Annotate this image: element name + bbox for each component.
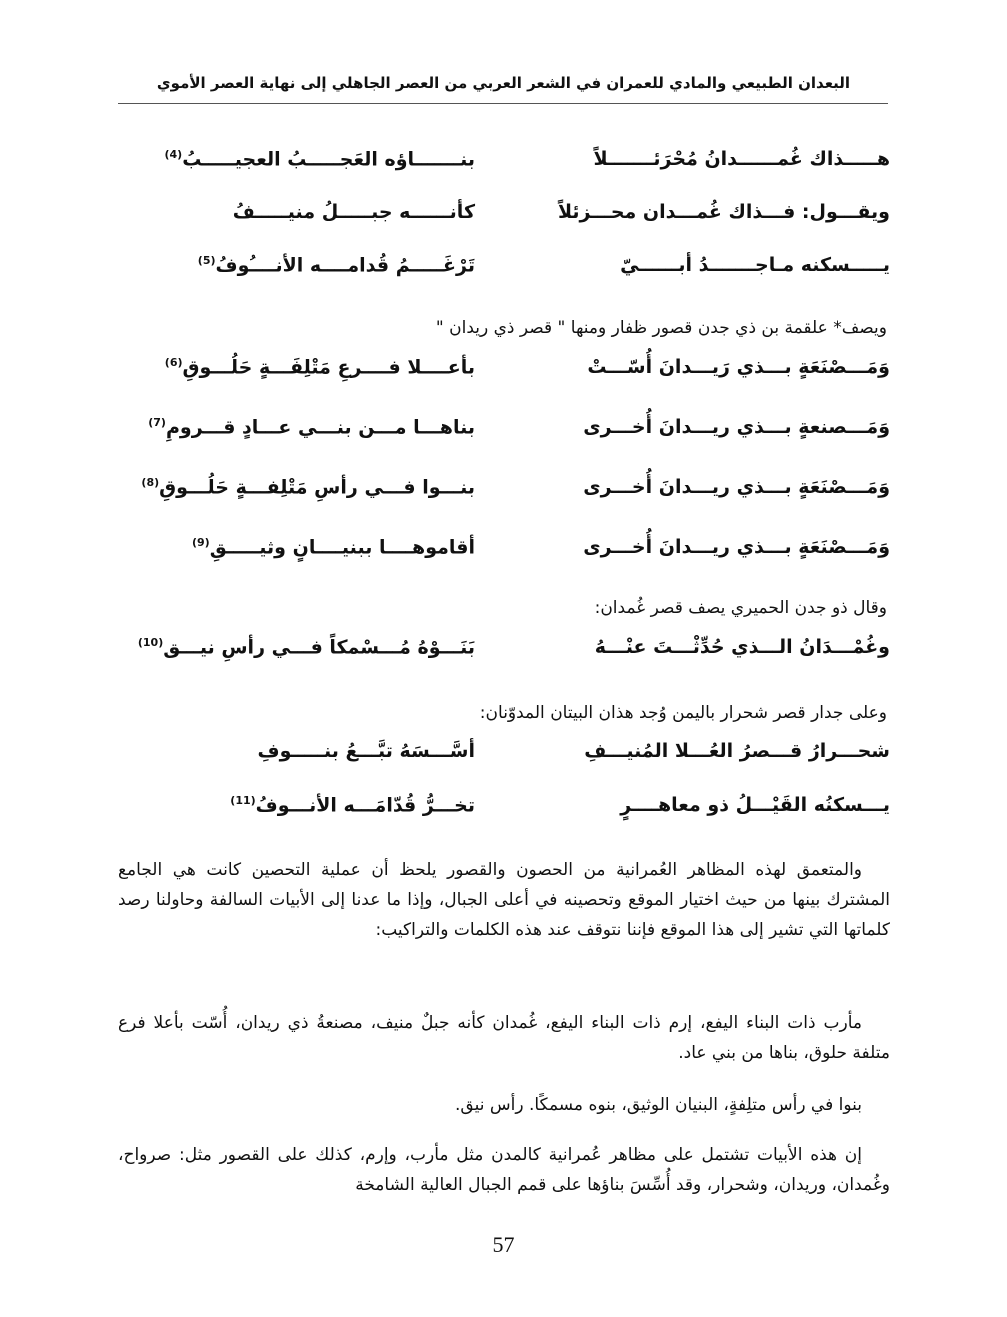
verse-first-hemistich: يـــسكنُه القَيْـــلُ ذو معاهــــرٍ: [620, 794, 890, 816]
header-divider: [118, 103, 888, 104]
verse-first-hemistich: وَمَـــصْنَعَةٍ بـــذي ريـــدانَ أُخـــرى: [583, 536, 890, 558]
running-header: البعدان الطبيعي والمادي للعمران في الشعر العربي من العصر الجاهلي إلى نهاية العصر الأموي: [156, 74, 851, 92]
footnote-marker: (6): [164, 356, 183, 369]
footnote-marker: (4): [164, 148, 183, 161]
verse-line: [150, 530, 890, 570]
footnote-marker: (10): [137, 636, 164, 649]
verse-first-hemistich: وَمَـــصْنَعَةٍ بـــذي رَيـــدانَ أُسّـــتْ: [587, 356, 890, 378]
footnote-marker: (5): [197, 254, 216, 267]
verse-line: [150, 195, 890, 235]
verse-second-hemistich: بناهـــا مـــن بنـــي عـــادٍ قـــرومِ$^{(7)}$: [148, 416, 475, 439]
verse-line: [150, 734, 890, 774]
body-paragraph: مأرب ذات البناء اليفع، إرم ذات البناء اليفع، غُمدان كأنه جبلٌ منيف، مصنعةُ ذي ريدان، أُسّت بأعلا فرع متلفة حلوق، بناها من بني عاد.: [118, 1013, 890, 1063]
verse-first-hemistich: يـــــسكنه مـاجـــــــدُ أبــــــيّ: [620, 254, 890, 276]
verse-second-hemistich: بأعــــلا فــــرعِ مَتْلِفَـــةٍ حَلُـــوقِ$^{(6)}$: [164, 356, 475, 379]
body-paragraph: بنوا في رأس متلِفةٍ، البنيان الوثيق، بنوه مسمكًا. رأس نيق.: [455, 1095, 862, 1115]
verse-second-hemistich: كأنــــــه جبـــــلُ منيـــــفُ: [232, 201, 475, 223]
intro-line: وقال ذو جدن الحميري يصف قصر غُمدان:: [594, 598, 887, 618]
footnote-marker: (7): [148, 416, 166, 429]
verse-line: [150, 788, 890, 828]
intro-line: ويصف* علقمة بن ذي جدن قصور ظفار ومنها " قصر ذي ريدان ": [435, 318, 887, 338]
verse-second-hemistich: تَرْغَـــــمُ قُدامــــه الأنــــُوفُ$^{(5)}$: [197, 254, 475, 277]
body-paragraph: والمتعمق لهذه المظاهر العُمرانية من الحصون والقصور يلحظ أن عملية التحصين كانت هي الجامع المشترك بينها من حيث اختيار الموقع وتحصينه في أعلى الجبال، وإذا ما عدنا إلى الأبيات السالفة وحاولنا رصد كلماتها التي تشير إلى هذا الموقع فإننا نتوقف عند هذه الكلمات والتراكيب:: [118, 860, 890, 940]
verse-line: [137, 630, 890, 670]
verse-second-hemistich: أقاموهــــا ببنيــــانٍ وثيـــــقِ$^{(9)}$: [191, 536, 475, 559]
body-paragraph: إن هذه الأبيات تشتمل على مظاهر عُمرانية كالمدن مثل مأرب، وإرم، كذلك على القصور مثل: صرواح، وغُمدان، وريدان، وشحرار، وقد أُسِّسَ بناؤها على قمم الجبال العالية الشامخة: [118, 1145, 890, 1195]
verse-second-hemistich: تخـــرُّ قُدّامَـــه الأنـــوفُ$^{(11)}$: [230, 794, 475, 817]
verse-first-hemistich: وَمَـــصنعةٍ بـــذي ريـــدانَ أُخـــرى: [583, 416, 890, 438]
verse-line: [150, 248, 890, 288]
verse-second-hemistich: بنـــــــاؤه العَجـــــبُ العجيـــــبُ$^{(4)}$: [164, 148, 475, 171]
verse-first-hemistich: هـــــذاك غُمــــــدانُ مُحْرَئـــــــلاً: [593, 148, 890, 170]
verse-line: [150, 410, 890, 450]
verse-first-hemistich: شحـــرارُ قـــصرُ العُـــلا المُنيـــفِ: [584, 740, 890, 762]
verse-line: [150, 142, 890, 182]
verse-line: [141, 470, 890, 510]
page-number: 57: [492, 1232, 515, 1257]
intro-line: وعلى جدار قصر شحرار باليمن وُجد هذان البيتان المدوّنان:: [479, 703, 887, 723]
verse-line: [150, 350, 890, 390]
verse-first-hemistich: ويقـــول: فـــذاك غُمـــدان محـــزئلاً: [558, 201, 890, 223]
footnote-marker: (11): [230, 794, 256, 807]
verse-second-hemistich: بَنَـــوْهُ مُـــسْمكاً فـــي رأسِ نيـــق$^{(10)}$: [137, 636, 475, 659]
verse-first-hemistich: وَمَـــصْنَعَةٍ بـــذي ريـــدانَ أُخـــرى: [583, 476, 890, 498]
verse-first-hemistich: وغُمْـــدَانُ الـــذي حُدِّثْـــتَ عنْـــهُ: [594, 636, 890, 658]
footnote-marker: (9): [191, 536, 210, 549]
verse-second-hemistich: أسَّـــسَهُ تبَّـــعُ بنـــــوفِ: [257, 740, 475, 762]
verse-second-hemistich: بنـــوا فـــي رأسِ مَتْلِفـــةٍ حَلُـــوقِ$^{(8)}$: [141, 476, 475, 499]
footnote-marker: (8): [141, 476, 160, 489]
